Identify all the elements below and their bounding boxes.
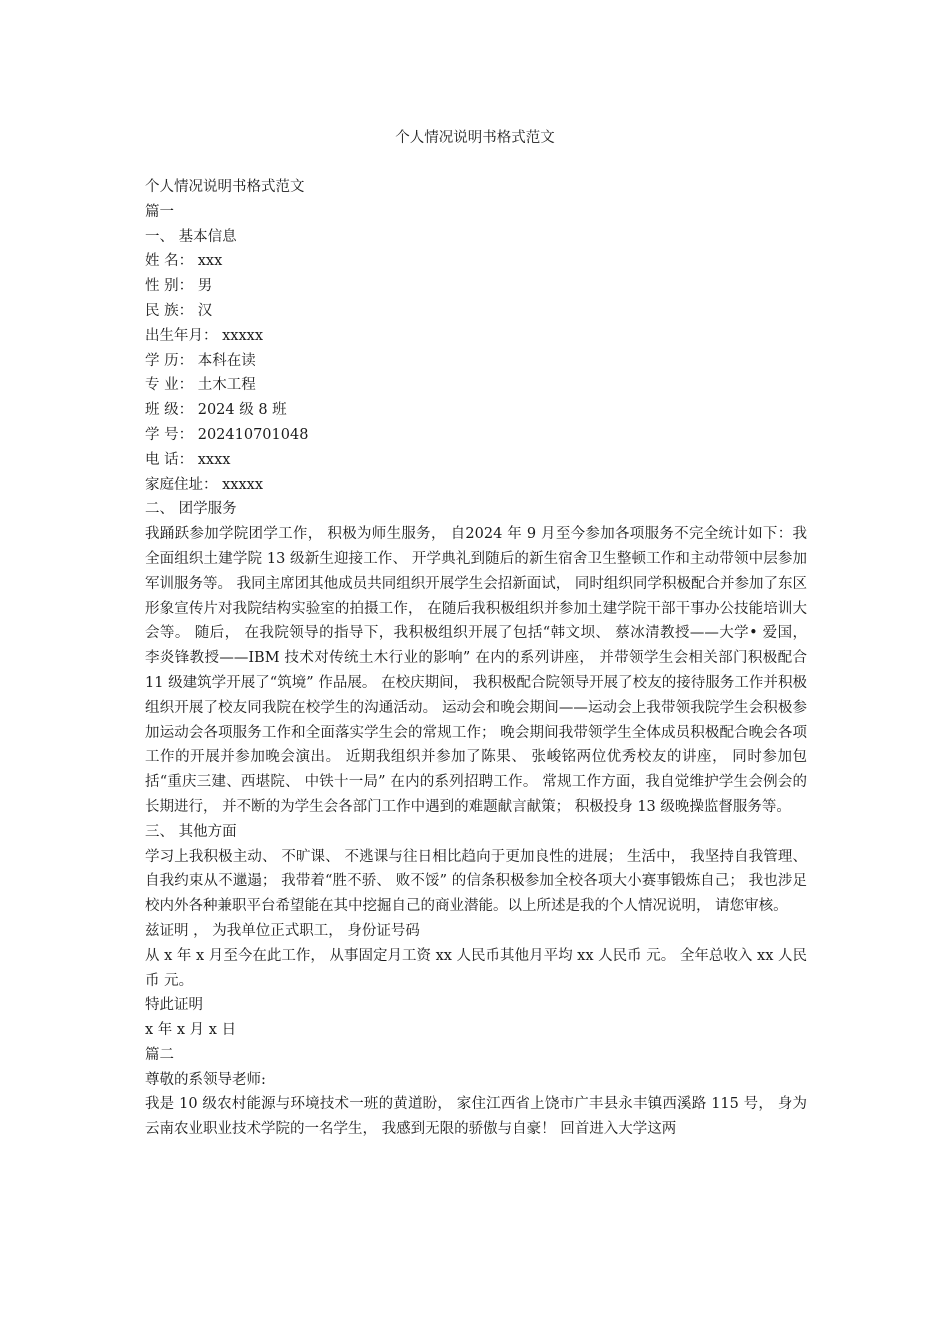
- section-paragraph: 学习上我积极主动、 不旷课、 不逃课与往日相比趋向于更加良性的进展； 生活中， 我坚持自我管理、 自我约束从不邋遢； 我带着“胜不骄、 败不馁” 的信条积极参加全校各项大小赛事锻炼自己； 我也涉足校内外各种兼职平台希望能在其中挖掘自己的商业潜能。以上所述是我的个人情况说明， 请您审核。: [145, 848, 807, 915]
- info-line-phone: 电 话： xxxx: [145, 451, 231, 468]
- certificate-date: x 年 x 月 x 日: [145, 1022, 237, 1039]
- info-line-ethnicity: 民 族： 汉: [145, 302, 213, 319]
- info-line-class: 班 级： 2024 级 8 班: [145, 402, 287, 419]
- part-label: 篇二: [145, 1046, 174, 1063]
- info-line-address: 家庭住址： xxxxx: [145, 476, 263, 493]
- info-line-student-id: 学 号： 202410701048: [145, 426, 309, 443]
- document-body: [145, 175, 807, 1142]
- info-line-name: 姓 名： xxx: [145, 253, 223, 270]
- info-line-birthdate: 出生年月： xxxxx: [145, 327, 263, 344]
- certificate-line: 兹证明 ， 为我单位正式职工， 身份证号码: [145, 922, 420, 939]
- info-line-education: 学 历： 本科在读: [145, 352, 256, 369]
- part-label: 篇一: [145, 203, 174, 220]
- document-subtitle: 个人情况说明书格式范文: [145, 179, 305, 195]
- section-heading: 三、 其他方面: [145, 823, 237, 840]
- document-title: 个人情况说明书格式范文: [395, 130, 555, 146]
- info-line-major: 专 业： 土木工程: [145, 377, 256, 394]
- section-paragraph: 我踊跃参加学院团学工作， 积极为师生服务， 自2024 年 9 月至今参加各项服务不完全统计如下：我全面组织土建学院 13 级新生迎接工作、 开学典礼到随后的新生宿舍卫生整顿工作和主动带领中层参加军训服务等。 我同主席团其他成员共同组织开展学生会招新面试， 同时组织同学积极配合并参加了东区形象宣传片对我院结构实验室的拍摄工作， 在随后我积极组织并参加土建学院干部干事办公技能培训大会等。 随后， 在我院领导的指导下，我积极组织开展了包括“韩文坝、 蔡冰清教授——大学• 爱国， 李炎锋教授——IBM 技术对传统土木行业的影响” 在内的系列讲座， 并带领学生会相关部门积极配合 11 级建筑学开展了“筑境” 作品展。 在校庆期间， 我积极配合院领导开展了校友的接待服务工作并积极组织开展了校友同我院在校学生的沟通活动。 运动会和晚会期间——运动会上我带领我院学生会积极参加运动会各项服务工作和全面落实学生会的常规工作； 晚会期间我带领学生全体成员积极配合晚会各项工作的开展并参加晚会演出。 近期我组织并参加了陈果、 张峻铭两位优秀校友的讲座， 同时参加包括“重庆三建、西堪院、 中铁十一局” 在内的系列招聘工作。 常规工作方面，我自觉维护学生会例会的长期进行， 并不断的为学生会各部门工作中遇到的难题献言献策； 积极投身 13 级晚操监督服务等。: [145, 526, 807, 815]
- certificate-line: 从 x 年 x 月至今在此工作， 从事固定月工资 xx 人民币其他月平均 xx 人民币 元。 全年总收入 xx 人民币 元。: [145, 947, 807, 989]
- certificate-closing: 特此证明: [145, 997, 203, 1014]
- info-line-gender: 性 别： 男: [145, 278, 213, 295]
- letter-paragraph: 我是 10 级农村能源与环境技术一班的黄道盼， 家住江西省上饶市广丰县永丰镇西溪路 115 号， 身为云南农业职业技术学院的一名学生， 我感到无限的骄傲与自豪！ 回首进入大学这两: [145, 1096, 807, 1138]
- section-heading: 二、 团学服务: [145, 501, 237, 518]
- letter-salutation: 尊敬的系领导老师:: [145, 1071, 266, 1088]
- section-heading: 一、 基本信息: [145, 228, 237, 245]
